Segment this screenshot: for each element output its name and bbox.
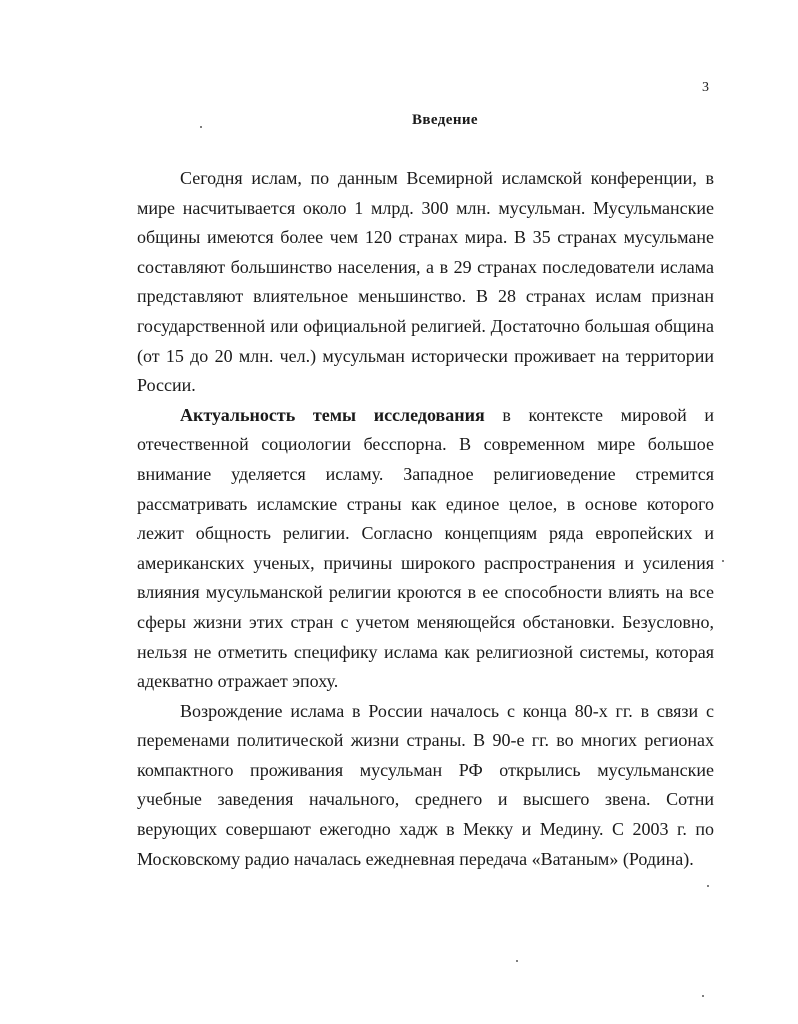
paragraph-2 [137, 401, 714, 697]
scan-speck [707, 885, 709, 887]
paragraph-1 [137, 164, 714, 401]
body-text [137, 164, 714, 874]
paragraph-2-text: в контексте мировой и отечественной социологии бесспорна. В современном мире большое внимание уделяется исламу. Западное религиоведение стремится рассматривать исламские страны как единое целое, в основе которого лежит общность религии. Согласно концепциям ряда европейских и американских ученых, причины широкого распространения и усиления влияния мусульманской религии кроются в ее способности влиять на все сферы жизни этих стран с учетом меняющейся обстановки. Безусловно, нельзя не отметить специфику ислама как религиозной системы, которая адекватно отражает эпоху. [137, 404, 714, 692]
paragraph-2-lead: Актуальность темы исследования [180, 404, 485, 425]
paragraph-1-text: Сегодня ислам, по данным Всемирной исламской конференции, в мире насчитывается около 1 млрд. 300 млн. мусульман. Мусульманские общины имеются более чем 120 странах мира. В 35 странах мусульмане составляют большинство населения, а в 29 странах последователи ислама представляют влиятельное меньшинство. В 28 странах ислам признан государственной или официальной религией. Достаточно большая община (от 15 до 20 млн. чел.) мусульман исторически проживает на территории России. [137, 168, 714, 396]
paragraph-3 [137, 697, 714, 875]
scan-speck [200, 126, 202, 128]
scan-speck [722, 560, 724, 562]
page-number: 3 [702, 80, 709, 95]
scan-speck [702, 995, 704, 997]
scan-speck [516, 960, 518, 962]
page-title: Введение [412, 112, 478, 128]
paragraph-3-text: Возрождение ислама в России началось с конца 80-х гг. в связи с переменами политической жизни страны. В 90-е гг. во многих регионах компактного проживания мусульман РФ открылись мусульманские учебные заведения начального, среднего и высшего звена. Сотни верующих совершают ежегодно хадж в Мекку и Медину. С 2003 г. по Московскому радио началась ежедневная передача «Ватаным» (Родина). [137, 700, 714, 869]
